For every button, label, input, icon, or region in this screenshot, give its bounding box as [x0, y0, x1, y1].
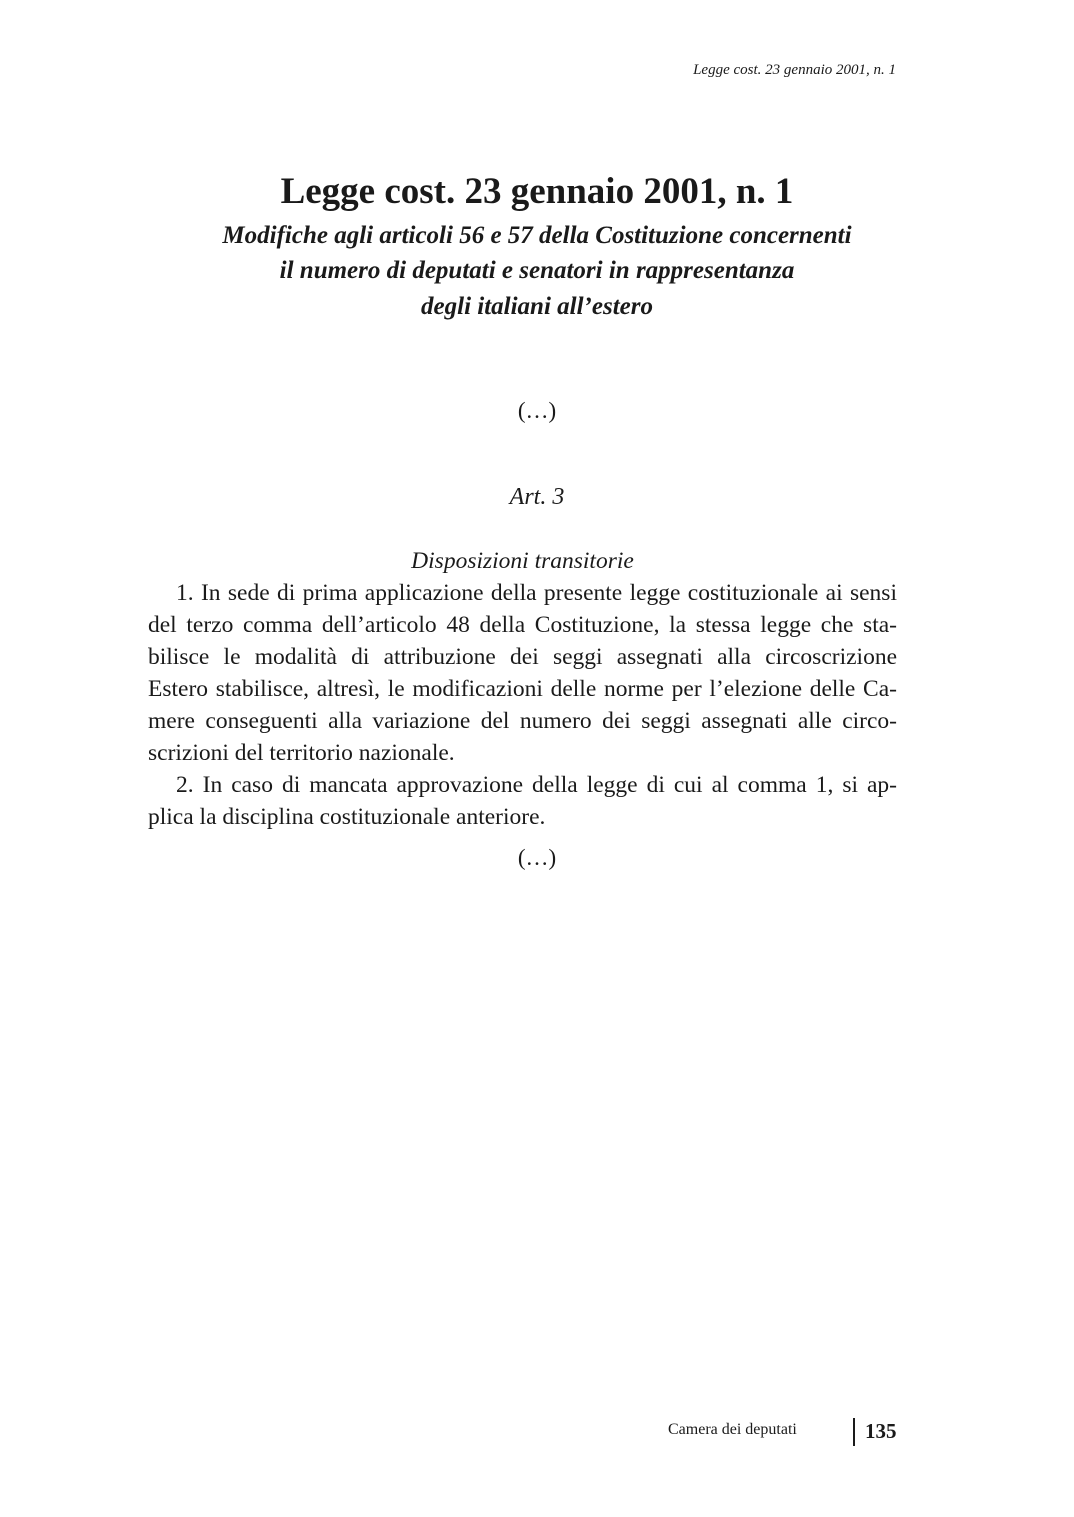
page-number: 135	[865, 1419, 897, 1443]
text-line: scrizioni del territorio nazionale.	[148, 740, 455, 766]
running-header: Legge cost. 23 gennaio 2001, n. 1	[693, 62, 896, 78]
article-heading: Disposizioni transitorie	[411, 548, 634, 574]
text-line: 1. In sede di prima applicazione della presente legge costituzionale ai sensi	[176, 580, 897, 606]
omission-marker: (…)	[517, 398, 557, 423]
text-line: bilisce le modalità di attribuzione dei seggi assegnati alla circoscrizione	[148, 644, 897, 670]
footer-divider	[853, 1418, 855, 1446]
text-line: 2. In caso di mancata approvazione della legge di cui al comma 1, si ap-	[176, 772, 897, 798]
page-title: Legge cost. 23 gennaio 2001, n. 1	[280, 171, 794, 212]
subtitle-line: il numero di deputati e senatori in rappresentanza	[279, 257, 795, 284]
subtitle-line: Modifiche agli articoli 56 e 57 della Costituzione concernenti	[222, 222, 852, 249]
article-body	[148, 545, 897, 833]
text-line: del terzo comma dell’articolo 48 della Costituzione, la stessa legge che sta-	[148, 612, 897, 638]
footer-publisher: Camera dei deputati	[668, 1421, 797, 1438]
text-line: plica la disciplina costituzionale anteriore.	[148, 804, 546, 830]
omission-marker: (…)	[517, 845, 557, 870]
subtitle-line: degli italiani all’estero	[421, 293, 653, 320]
text-line: Estero stabilisce, altresì, le modificazioni delle norme per l’elezione delle Ca-	[148, 676, 897, 702]
article-label: Art. 3	[509, 484, 565, 510]
text-line: mere conseguenti alla variazione del numero dei seggi assegnati alle circo-	[148, 708, 897, 734]
